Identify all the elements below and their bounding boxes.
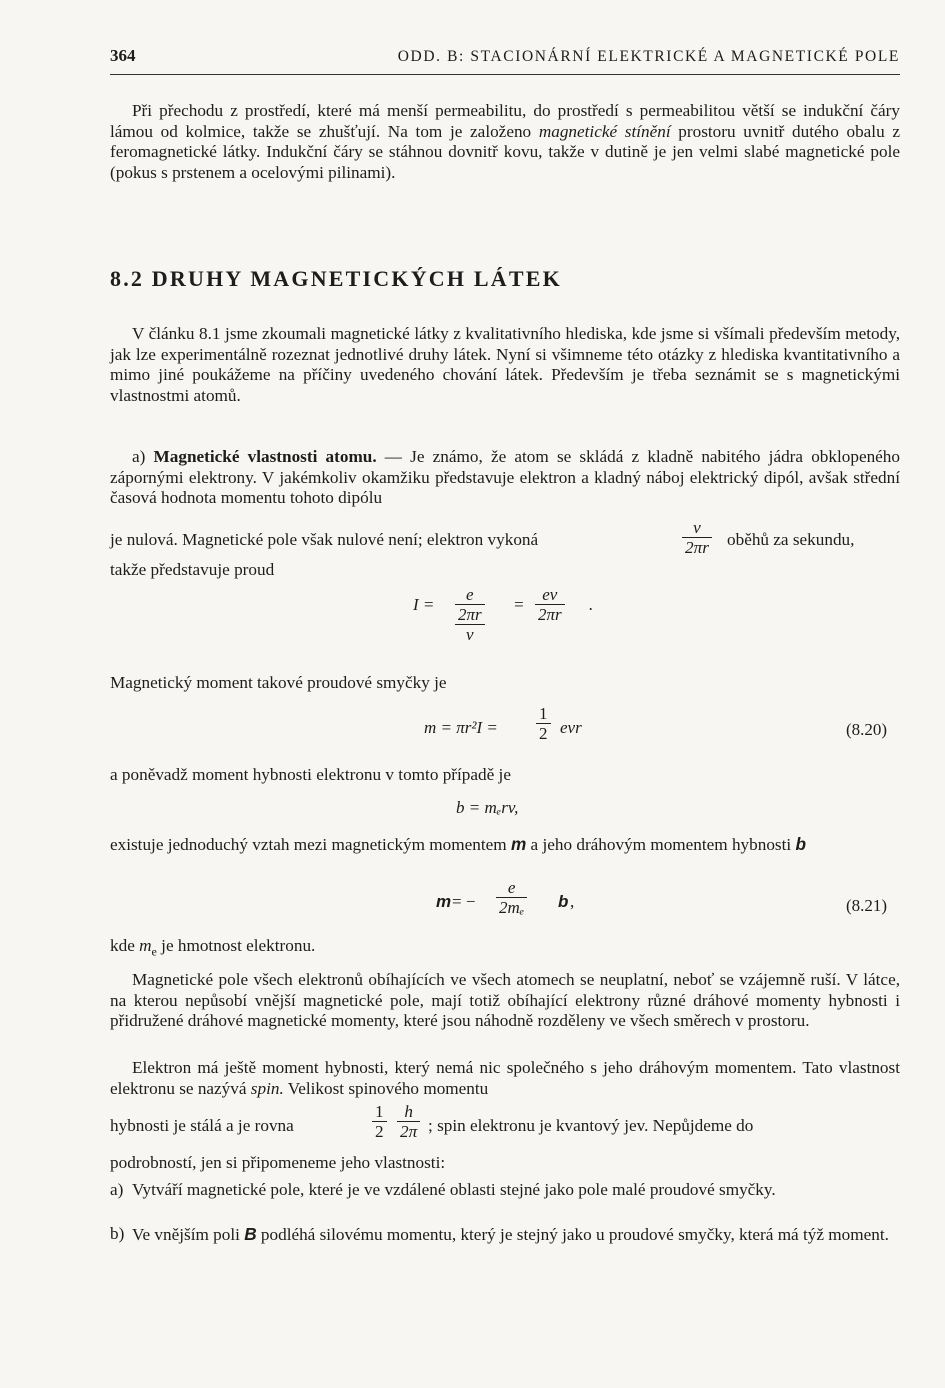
field-symbol-b: B xyxy=(244,1224,257,1244)
spin-fraction-1 xyxy=(372,1102,387,1141)
current-fraction-1-inner: v xyxy=(455,624,485,644)
moment-numerator: 1 xyxy=(536,704,551,724)
subsection-a-label: a) xyxy=(132,447,154,466)
current-equation xyxy=(413,585,613,655)
list-item-text-a: Ve vnějším poli xyxy=(132,1225,245,1244)
frequency-line xyxy=(110,518,900,564)
relation-lhs-m: m xyxy=(436,892,452,911)
current-fraction-1-numerator: e xyxy=(466,585,474,604)
current-equals: = xyxy=(513,595,525,614)
frequency-text-a: je nulová. Magnetické pole však nulové není; elektron vykoná xyxy=(110,530,539,549)
frequency-fraction xyxy=(682,518,712,557)
current-end: . xyxy=(589,595,594,614)
section-paragraph-1: V článku 8.1 jsme zkoumali magnetické látky z kvalitativního hlediska, kde jsme si všímali především metody, jak lze experimentálně rozeznat jednotlivé druhy látek. Nyní si všimneme této otázky z hlediska kvantitativního a mimo jiné poukážeme na příčiny uvedeného chování látek. Především je třeba seznámit se s magnetickými vlastnostmi atomů. xyxy=(110,324,900,405)
subsection-a-title: Magnetické vlastnosti atomu. xyxy=(153,447,377,466)
intro-text-a: Při přechodu z prostředí, které má menší permeabilitu, do prostředí s permeabilitou větší se indukční čáry lámou od kolmice, takže se zhušťují. Na tom je založeno xyxy=(110,101,900,141)
cancellation-paragraph: Magnetické pole všech elektronů obíhajících ve všech atomech se neuplatní, neboť se vzájemně ruší. V látce, na kterou nepůsobí vnější magnetické pole, mají totiž obíhající elektrony různé dráhové momenty hybnosti i přidružené dráhové magnetické momenty, které jsou náhodně rozděleny ve všech směrech v prostoru. xyxy=(110,970,900,1030)
moment-relation-equation xyxy=(436,878,636,924)
frequency-text-b: oběhů za sekundu, xyxy=(727,530,855,549)
intro-paragraph xyxy=(110,101,900,183)
intro-text-b: prostoru uvnitř dutého obalu z feromagnetické látky. Indukční čáry se stáhnou dovnitř kovu, takže v dutině je jen velmi slabé magnetické pole (pokus s prstenem a ocelovými pilinami). xyxy=(110,121,900,182)
list-item-text-b: podléhá silovému momentu, který je stejný jako u proudové smyčky, která má týž moment. xyxy=(256,1225,889,1244)
mass-symbol: m xyxy=(139,936,152,955)
mass-subscript: e xyxy=(151,944,157,959)
relation-fraction xyxy=(496,878,527,917)
relation-symbol-b: b xyxy=(795,834,806,854)
running-title: ODD. B: STACIONÁRNÍ ELEKTRICKÉ A MAGNETICKÉ POLE xyxy=(397,48,900,65)
angular-momentum-intro: a poněvadž moment hybnosti elektronu v tomto případě je xyxy=(110,765,511,784)
equation-number-8-21: (8.21) xyxy=(846,896,888,915)
spin-fraction-2 xyxy=(397,1102,420,1141)
moment-fraction xyxy=(536,704,551,743)
mass-note-text-b: je hmotnost elektronu. xyxy=(156,936,316,955)
relation-paragraph xyxy=(110,834,900,856)
current-fraction-1 xyxy=(455,585,485,644)
spin-fraction-1-numerator: 1 xyxy=(372,1102,387,1122)
moment-denominator: 2 xyxy=(539,724,548,743)
moment-rhs: evr xyxy=(560,718,582,737)
list-item xyxy=(110,1224,900,1246)
frequency-denominator: 2πr xyxy=(685,538,709,557)
list-item-label: b) xyxy=(110,1224,125,1243)
angular-momentum-equation: b = mₑrv, xyxy=(456,798,519,817)
spin-emphasis: spin. xyxy=(250,1078,284,1098)
intro-emphasis: magnetické stínění xyxy=(538,121,671,141)
spin-value-line xyxy=(110,1102,900,1148)
spin-fraction-2-numerator: h xyxy=(397,1102,420,1122)
equation-number-8-20: (8.20) xyxy=(846,720,888,739)
mass-note xyxy=(110,936,900,962)
current-intro: takže představuje proud xyxy=(110,560,275,579)
spin-paragraph xyxy=(110,1058,900,1099)
relation-end: , xyxy=(570,892,575,911)
relation-denominator: 2mₑ xyxy=(499,898,525,917)
spin-text-b: Velikost spinového momentu xyxy=(283,1078,489,1098)
current-fraction-1-denominator: 2πr xyxy=(455,604,485,624)
moment-lhs: m = πr²I = xyxy=(424,718,498,737)
spin-text-a: Elektron má ještě moment hybnosti, který nemá nic společného s jeho dráhovým momentem. Tato vlastnost elektronu se nazývá xyxy=(110,1058,900,1098)
relation-text-a: existuje jednoduchý vztah mezi magnetickým momentem xyxy=(110,835,511,854)
frequency-numerator: v xyxy=(682,518,712,538)
moment-equation xyxy=(424,704,624,748)
subsection-a-text: — Je známo, že atom se skládá z kladně nabitého jádra obklopeného zápornými elektrony. V jakémkoliv okamžiku představuje elektron a kladný náboj elektrický dipól, avšak střední časová hodnota momentu tohoto dipólu xyxy=(110,447,900,507)
relation-numerator: e xyxy=(496,878,527,898)
section-heading: 8.2 DRUHY MAGNETICKÝCH LÁTEK xyxy=(110,266,562,291)
relation-equals: = − xyxy=(452,892,476,911)
list-item-text: Vytváří magnetické pole, které je ve vzdálené oblasti stejné jako pole malé proudové smyčky. xyxy=(132,1180,776,1199)
relation-text-b: a jeho dráhovým momentem hybnosti xyxy=(526,835,796,854)
list-item-text xyxy=(132,1224,900,1246)
current-lhs: I = xyxy=(413,595,435,614)
page-number: 364 xyxy=(110,46,136,65)
spin-value-text-b: ; spin elektronu je kvantový jev. Nepůjdeme do xyxy=(428,1116,754,1135)
mass-note-text-a: kde xyxy=(110,936,140,955)
relation-rhs-b: b xyxy=(558,892,569,911)
subsection-a-paragraph xyxy=(110,447,900,509)
spin-properties-intro: podrobností, jen si připomeneme jeho vlastnosti: xyxy=(110,1153,446,1172)
list-item-label: a) xyxy=(110,1180,124,1199)
spin-fraction-1-denominator: 2 xyxy=(375,1122,384,1141)
current-fraction-2-denominator: 2πr xyxy=(538,605,562,624)
page-header xyxy=(110,46,900,75)
moment-intro: Magnetický moment takové proudové smyčky je xyxy=(110,673,447,692)
current-fraction-2 xyxy=(535,585,565,624)
spin-value-text-a: hybnosti je stálá a je rovna xyxy=(110,1116,294,1135)
relation-symbol-m: m xyxy=(510,834,527,854)
spin-fraction-2-denominator: 2π xyxy=(400,1122,418,1141)
current-fraction-2-numerator: ev xyxy=(535,585,565,605)
list-item xyxy=(110,1180,900,1201)
